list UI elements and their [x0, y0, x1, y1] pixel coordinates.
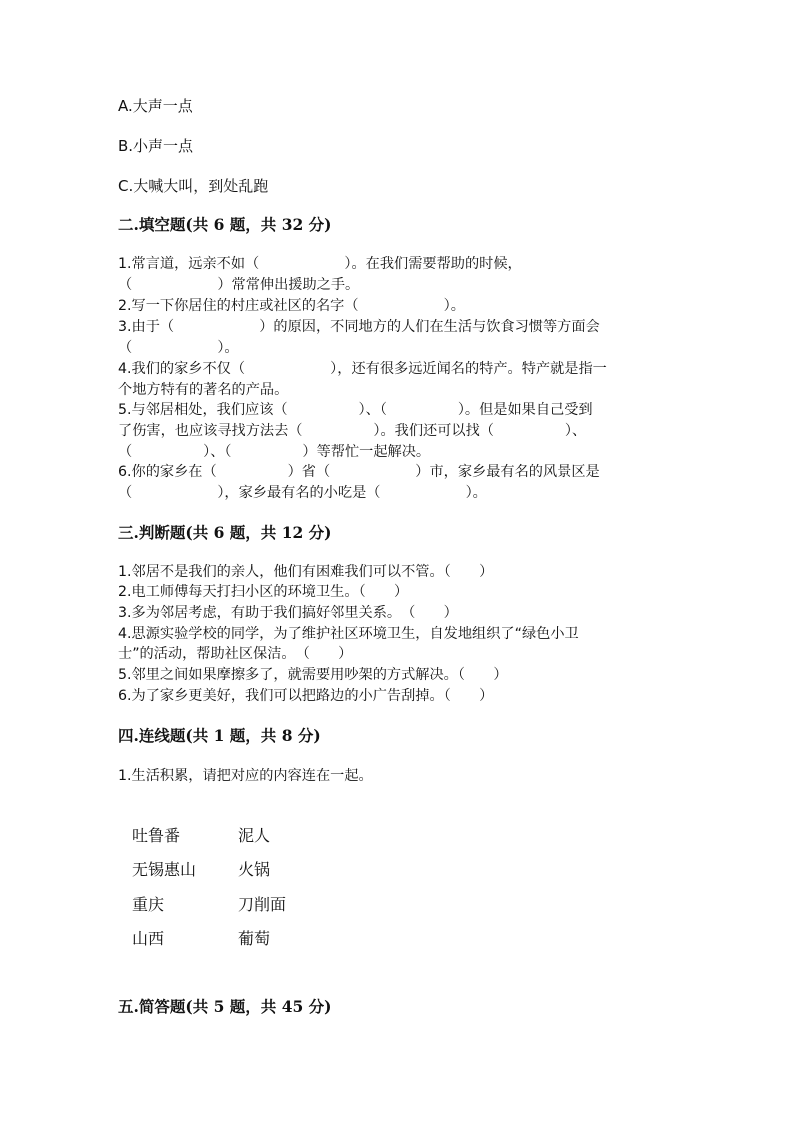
matching-left-item: 山西	[132, 929, 165, 948]
fill-line: 2.写一下你居住的村庄或社区的名字（ ）。	[118, 298, 465, 314]
fill-line: 3.由于（ ）的原因，不同地方的人们在生活与饮食习惯等方面会	[118, 319, 600, 335]
option-a: A.大声一点	[118, 97, 193, 115]
section-title-matching: 四.连线题(共 1 题，共 8 分)	[118, 726, 321, 745]
section-title-fill-in: 二.填空题(共 6 题，共 32 分)	[118, 215, 332, 234]
matching-left-item: 无锡惠山	[132, 860, 197, 879]
matching-right-item: 葡萄	[238, 929, 271, 948]
judge-line: 士”的活动，帮助社区保洁。 （ ）	[118, 646, 353, 662]
section-title-true-false: 三.判断题(共 6 题，共 12 分)	[118, 523, 332, 542]
matching-left-item: 吐鲁番	[132, 826, 181, 845]
fill-line: （ ）、（ ）等帮忙一起解决。	[118, 444, 431, 460]
matching-right-item: 火锅	[238, 860, 271, 879]
fill-line: （ ）常常伸出援助之手。	[118, 277, 360, 293]
judge-line: 4.思源实验学校的同学，为了维护社区环境卫生，自发地组织了“绿色小卫	[118, 626, 579, 642]
judge-line: 3.多为邻居考虑，有助于我们搞好邻里关系。 （ ）	[118, 605, 458, 621]
fill-line: 了伤害，也应该寻找方法去（ ）。我们还可以找（ ）、	[118, 423, 587, 439]
judge-line: 6.为了家乡更美好，我们可以把路边的小广告刮掉。（ ）	[118, 688, 494, 704]
matching-left-item: 重庆	[132, 895, 165, 914]
fill-line: 4.我们的家乡不仅（ ），还有很多远近闻名的特产。特产就是指一	[118, 361, 607, 377]
section-title-short-answer: 五.简答题(共 5 题，共 45 分)	[118, 997, 332, 1016]
judge-line: 1.邻居不是我们的亲人，他们有困难我们可以不管。（ ）	[118, 564, 494, 580]
fill-line: 1.常言道，远亲不如（ ）。在我们需要帮助的时候，	[118, 256, 522, 272]
fill-line: 6.你的家乡在（ ）省（ ）市，家乡最有名的风景区是	[118, 464, 600, 480]
option-b: B.小声一点	[118, 137, 194, 155]
matching-right-item: 泥人	[238, 826, 271, 845]
judge-line: 2.电工师傅每天打扫小区的环境卫生。（ ）	[118, 584, 409, 600]
matching-question: 1.生活积累，请把对应的内容连在一起。	[118, 768, 373, 784]
option-c: C.大喊大叫，到处乱跑	[118, 177, 269, 195]
fill-line: 5.与邻居相处，我们应该（ ）、（ ）。但是如果自己受到	[118, 402, 593, 418]
matching-right-item: 刀削面	[238, 895, 287, 914]
judge-line: 5.邻里之间如果摩擦多了，就需要用吵架的方式解决。（ ）	[118, 667, 508, 683]
fill-line: （ ）。	[118, 340, 239, 356]
fill-line: （ ），家乡最有名的小吃是（ ）。	[118, 485, 487, 501]
fill-line: 个地方特有的著名的产品。	[118, 382, 289, 398]
